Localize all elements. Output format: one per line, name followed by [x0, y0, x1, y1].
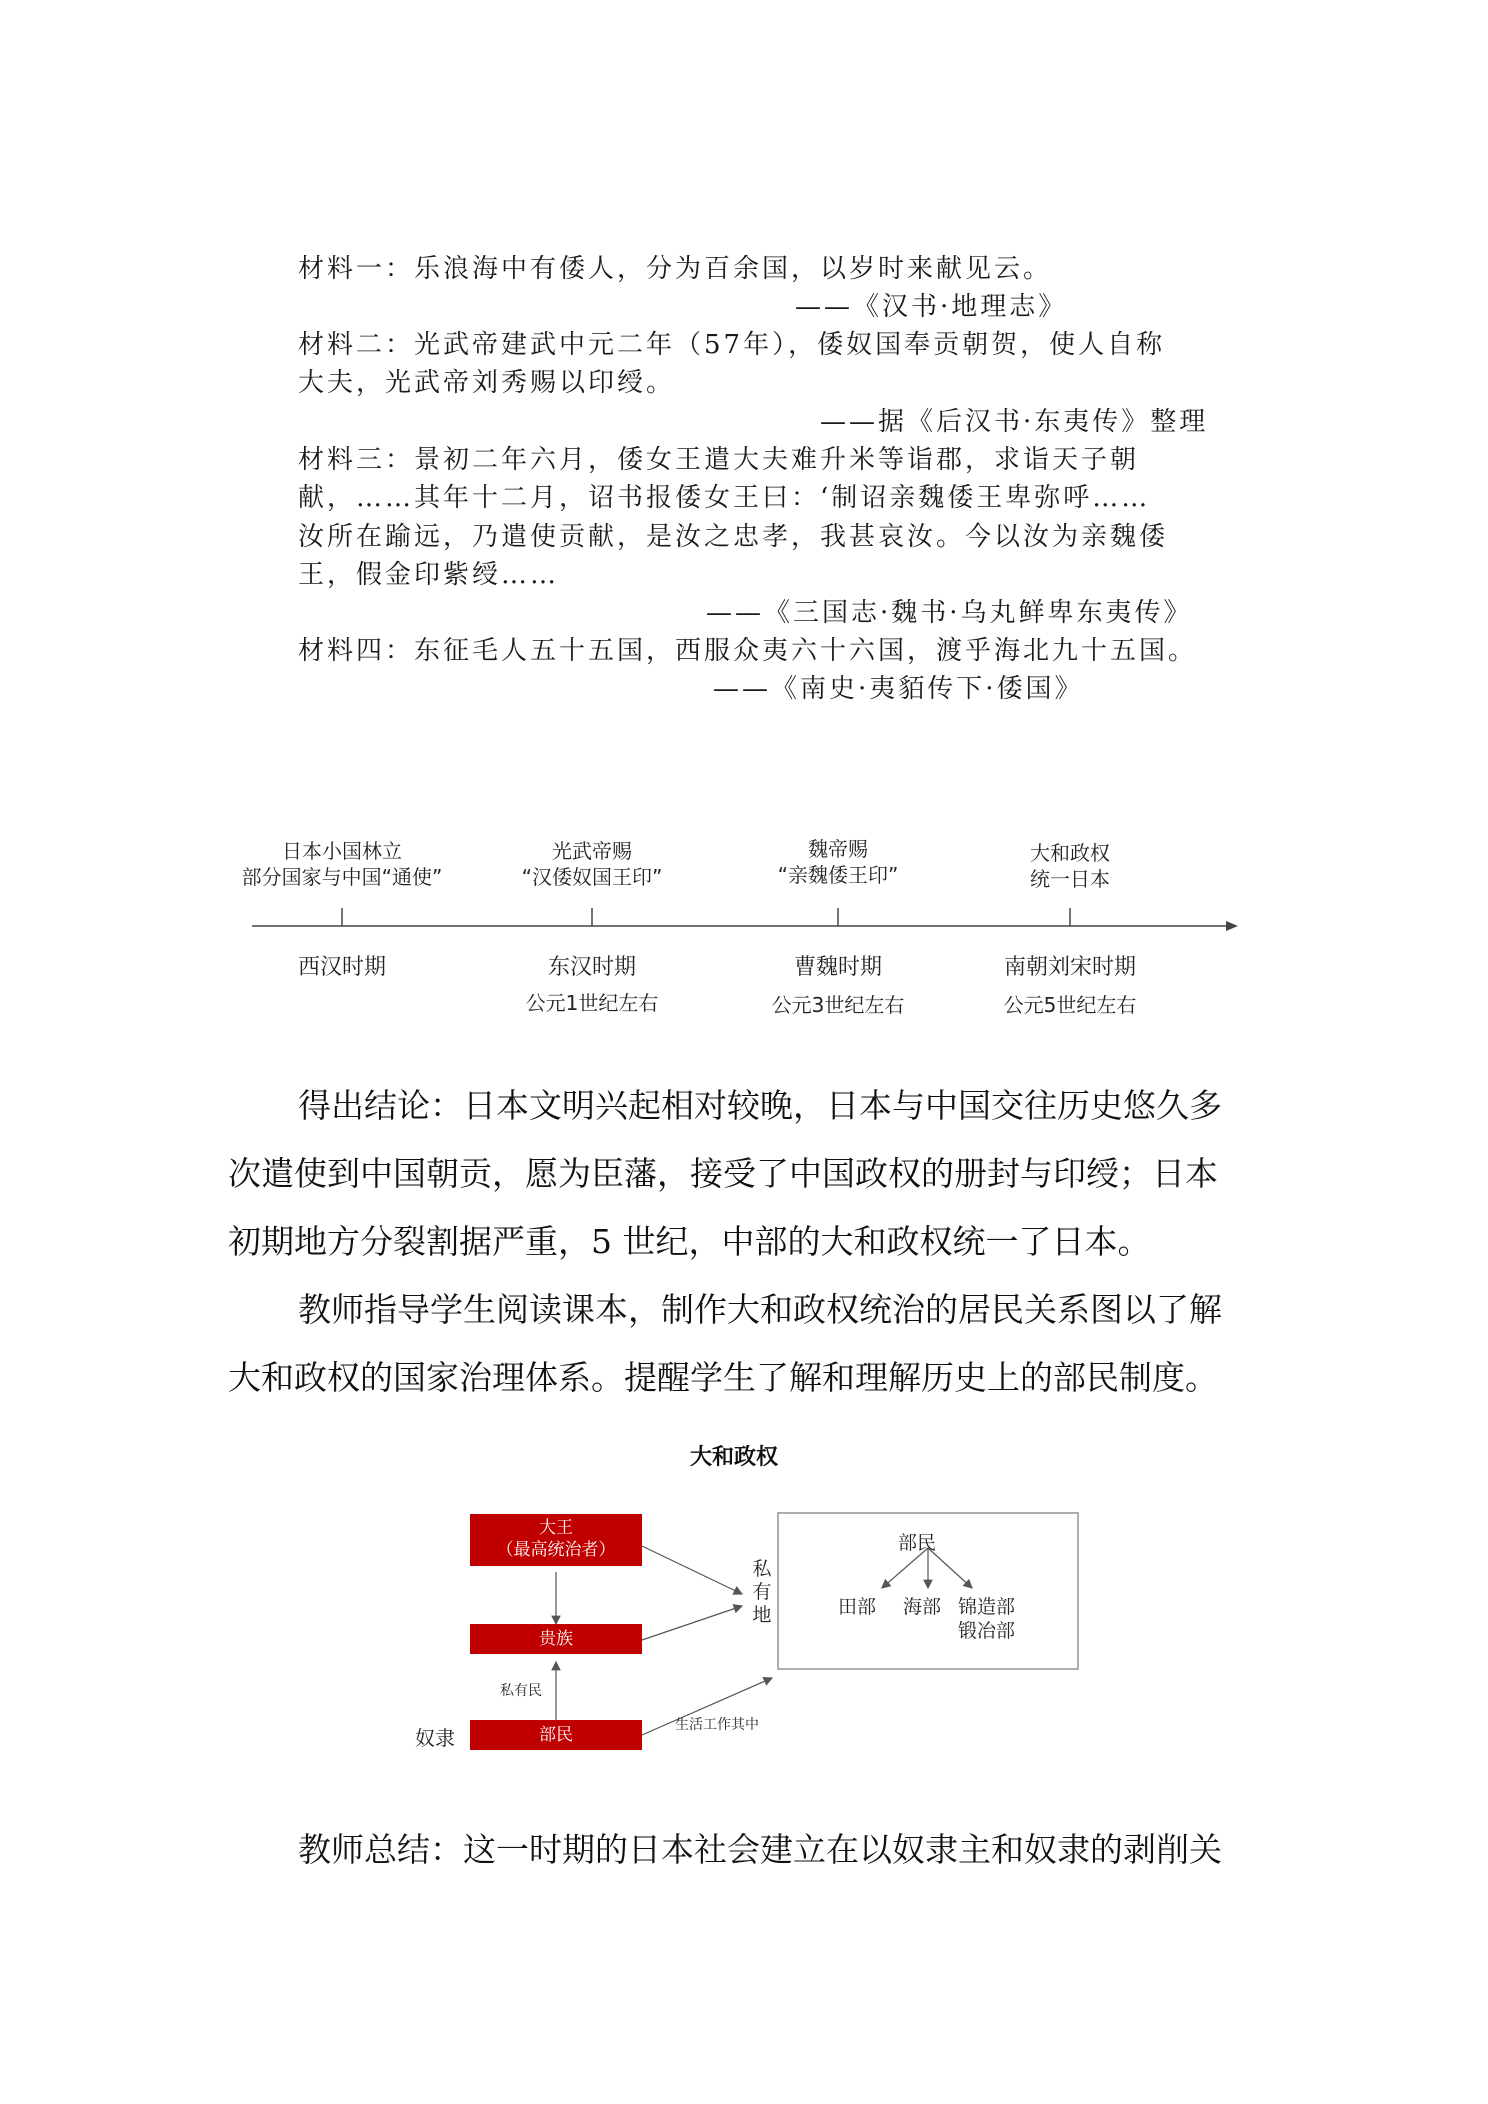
timeline-event-4-caption: [950, 840, 1190, 892]
bumin-box: 部民: [470, 1720, 642, 1750]
event-4-line1: 大和政权: [1030, 841, 1110, 865]
material-1-text: 材料一：乐浪海中有倭人，分为百余国，以岁时来献见云。: [298, 254, 1053, 284]
date-2: 公元1世纪左右: [525, 991, 659, 1015]
period-4: 南朝刘宋时期: [1003, 955, 1136, 980]
material-4-text: 材料四：东征毛人五十五国，西服众夷六十六国，渡乎海北九十五国。: [298, 636, 1198, 666]
date-4: 公元5世纪左右: [1003, 993, 1137, 1017]
paragraph-conclusion-line2: 次遣使到中国朝贡，愿为臣藩，接受了中国政权的册封与印绶；日本: [228, 1154, 1218, 1193]
private-land-label: [750, 1558, 774, 1627]
paragraph-conclusion-line1: 得出结论：日本文明兴起相对较晚，日本与中国交往历史悠久多: [298, 1086, 1222, 1125]
panel-item-tianbu: 田部: [838, 1596, 877, 1618]
material-1-source: ——《汉书·地理志》: [795, 292, 1068, 322]
slave-label: 奴隶: [415, 1726, 455, 1750]
period-1: 西汉时期: [297, 955, 386, 980]
private-land-char-3: 地: [752, 1604, 772, 1626]
king-label: 大王: [539, 1518, 573, 1538]
event-3-line2: “亲魏倭王印”: [777, 863, 899, 887]
paragraph-guidance-line1: 教师指导学生阅读课本，制作大和政权统治的居民关系图以了解: [298, 1290, 1222, 1329]
event-2-line1: 光武帝赐: [552, 839, 632, 863]
live-work-label: 生活工作其中: [675, 1717, 759, 1733]
event-1-line1: 日本小国林立: [282, 839, 402, 863]
material-2-source: ——据《后汉书·东夷传》整理: [820, 407, 1209, 437]
private-land-char-1: 私: [752, 1558, 772, 1580]
material-4-source: ——《南史·夷貊传下·倭国》: [713, 674, 1084, 704]
king-subtitle: （最高统治者）: [496, 1540, 616, 1560]
paragraph-conclusion-line3: 初期地方分裂割据严重，5 世纪，中部的大和政权统一了日本。: [228, 1222, 1151, 1261]
event-4-line2: 统一日本: [1030, 867, 1110, 891]
panel-item-haibu: 海部: [903, 1596, 942, 1618]
material-3-text-line1: 材料三：景初二年六月，倭女王遣大夫难升米等诣郡，求诣天子朝: [298, 445, 1140, 475]
event-3-line1: 魏帝赐: [808, 837, 868, 861]
period-2: 东汉时期: [547, 955, 636, 980]
timeline-axis: [240, 900, 1250, 940]
material-2-text-line2: 大夫，光武帝刘秀赐以印绶。: [298, 368, 676, 398]
paragraph-guidance-line2: 大和政权的国家治理体系。提醒学生了解和理解历史上的部民制度。: [228, 1358, 1218, 1397]
private-people-label: 私有民: [500, 1683, 542, 1699]
panel-item-duanyebu: 锻冶部: [958, 1620, 1016, 1642]
panel-item-jinzaobu: 锦造部: [958, 1596, 1016, 1618]
king-box: [470, 1514, 642, 1566]
material-3-text-line3: 汝所在踰远，乃遣使贡献，是汝之忠孝，我甚哀汝。今以汝为亲魏倭: [298, 522, 1169, 552]
material-3-text-line4: 王，假金印紫绶……: [298, 560, 560, 590]
date-3: 公元3世纪左右: [771, 993, 905, 1017]
panel-title: 部民: [898, 1532, 937, 1554]
timeline-event-3-caption: [718, 836, 958, 888]
event-1-line2: 部分国家与中国“通使”: [241, 865, 443, 889]
nobles-box: 贵族: [470, 1624, 642, 1654]
timeline-event-1-caption: [222, 838, 462, 890]
diagram-title: 大和政权: [690, 1444, 779, 1470]
material-2-text-line1: 材料二：光武帝建武中元二年（57年），倭奴国奉贡朝贺，使人自称: [298, 330, 1166, 360]
private-land-char-2: 有: [752, 1581, 772, 1603]
timeline-event-2-caption: [472, 838, 712, 890]
event-2-line2: “汉倭奴国王印”: [521, 865, 663, 889]
teacher-summary: 教师总结：这一时期的日本社会建立在以奴隶主和奴隶的剥削关: [298, 1830, 1222, 1869]
period-3: 曹魏时期: [793, 955, 882, 980]
material-3-text-line2: 献，……其年十二月，诏书报倭女王曰：‘制诏亲魏倭王卑弥呼……: [298, 483, 1151, 513]
material-3-source: ——《三国志·魏书·乌丸鲜卑东夷传》: [706, 598, 1193, 628]
